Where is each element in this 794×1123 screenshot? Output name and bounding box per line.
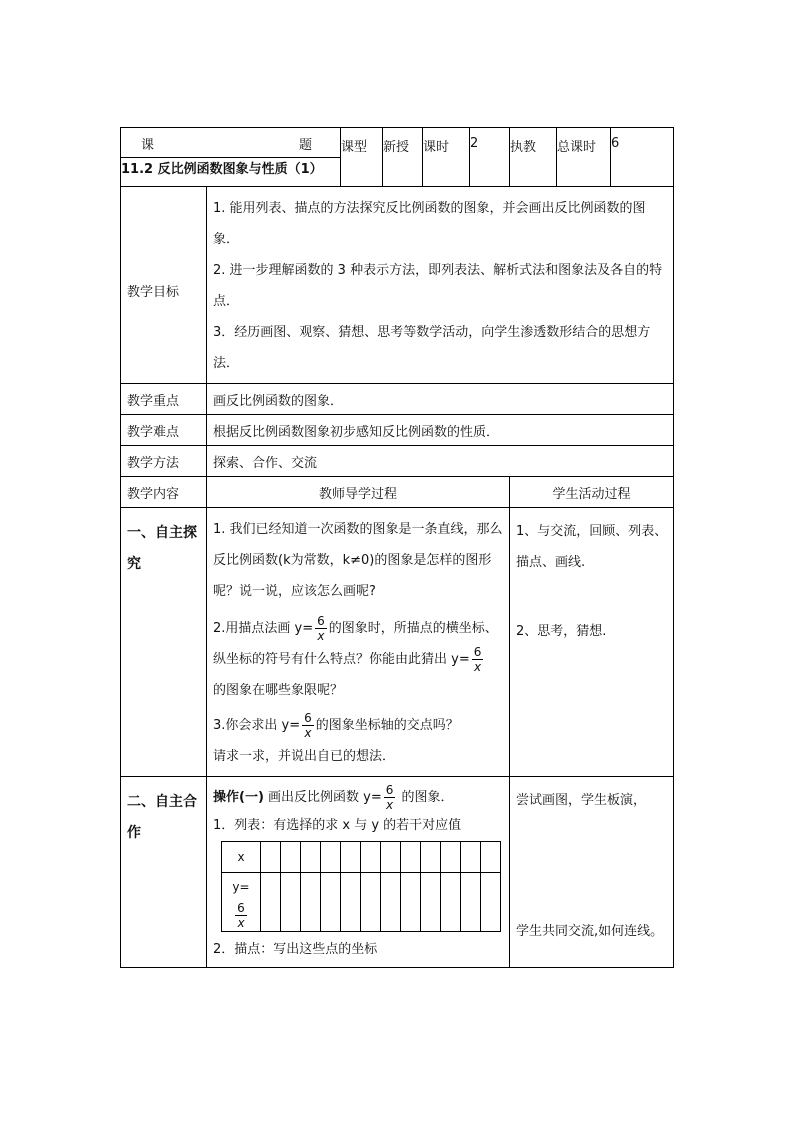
section1-student-activity-2: 2、思考，猜想.: [516, 624, 607, 639]
fraction-denominator: x: [473, 660, 482, 674]
objective-item: 3．经历画图、观察、猜想、思考等数学活动，向学生渗透数形结合的思想方法．: [213, 325, 651, 371]
student-process-header: 学生活动过程: [510, 477, 674, 508]
x-label: x: [222, 842, 261, 873]
section1-teacher-cell: [207, 508, 510, 777]
difficulty-text: 根据反比例函数图象初步感知反比例函数的性质．: [207, 415, 674, 446]
section1-question-2: [213, 613, 503, 706]
q2-text-c: 的图象在哪些象限呢？: [213, 683, 344, 698]
section2-student-cell: [510, 777, 674, 968]
lesson-title: 11.2 反比例函数图象与性质（1）: [121, 158, 341, 187]
topic-header-cell: [121, 128, 341, 158]
fraction-6-over-x: [235, 901, 247, 930]
content-label: 教学内容: [121, 477, 207, 508]
objective-item: 2. 进一步理解函数的 3 种表示方法，即列表法、解析式法和图象法及各自的特点．: [213, 263, 663, 309]
fraction-numerator: 6: [473, 645, 482, 659]
fraction-denominator: x: [304, 726, 312, 740]
fraction-6-over-x: [472, 645, 484, 674]
topic-label-ke: 课: [141, 138, 155, 153]
operation-text-b: 的图象．: [397, 790, 454, 805]
topic-label-ti: 题: [298, 138, 312, 153]
step-1: 1．列表：有选择的求 x 与 y 的若干对应值: [213, 818, 462, 833]
q2-text-a: 2.用描点法画 y=: [213, 621, 314, 636]
fraction-numerator: 6: [385, 783, 394, 797]
fraction-6-over-x: [315, 614, 327, 643]
teacher-label: 执教: [510, 128, 557, 187]
fraction-numerator: 6: [304, 711, 312, 725]
difficulty-label: 教学难点: [121, 415, 207, 446]
operation-title: 操作(一): [213, 790, 264, 805]
hours-label: 课时: [423, 128, 470, 187]
y-label: y= $\frac{6}{x}$: [222, 873, 261, 932]
section1-question-1: 1. 我们已经知道一次函数的图象是一条直线，那么反比例函数(k为常数，k≠0)的图象是怎样的图形呢？说一说，应该怎么画呢?: [213, 522, 503, 599]
fraction-denominator: x: [237, 916, 245, 930]
objective-item: 1. 能用列表、描点的方法探究反比例函数的图象，并会画出反比例函数的图象．: [213, 201, 646, 247]
section2-teacher-cell: [207, 777, 510, 968]
q3-text-b: 的图象坐标轴的交点吗？: [315, 718, 459, 733]
method-label: 教学方法: [121, 446, 207, 477]
hours-value: 2: [470, 128, 510, 187]
step-2: 2．描点：写出这些点的坐标: [213, 942, 378, 957]
section1-question-3: [213, 710, 503, 741]
key-point-text: 画反比例函数的图象．: [207, 384, 674, 415]
method-text: 探索、合作、交流: [207, 446, 674, 477]
type-label: 课型: [341, 128, 383, 187]
section1-note: 请求一求，并说出自已的想法．: [213, 749, 396, 764]
fraction-6-over-x: [302, 711, 314, 740]
fraction-denominator: x: [317, 629, 325, 643]
q2-text-b: 的图象时，所描点的横坐标、纵坐标的符号有什么特点？你能由此猜出 y=: [213, 621, 498, 667]
teacher-process-header: 教师导学过程: [207, 477, 510, 508]
lesson-plan: [120, 127, 673, 968]
total-hours-label: 总课时: [557, 128, 611, 187]
lesson-plan-table: [120, 127, 674, 968]
type-value: 新授: [383, 128, 423, 187]
objectives-cell: [207, 187, 674, 384]
section1-student-activity-1: 1、与交流，回顾、列表、描点、画线.: [516, 524, 668, 570]
key-point-label: 教学重点: [121, 384, 207, 415]
fraction-denominator: x: [386, 798, 394, 812]
operation-text-a: 画出反比例函数 y=: [268, 790, 382, 805]
value-table: [221, 841, 501, 932]
section2-student-activity-1: 尝试画图，学生板演，: [516, 793, 647, 808]
fraction-numerator: 6: [237, 901, 245, 915]
q3-text-a: 3.你会求出 y=: [213, 718, 301, 733]
total-hours-value: 6: [611, 128, 674, 187]
section2-student-activity-2: 学生共同交流,如何连线。: [516, 924, 664, 939]
fraction-6-over-x: [384, 783, 396, 812]
operation-line: [213, 783, 503, 812]
section1-student-cell: [510, 508, 674, 777]
section1-label: 一、自主探究: [121, 508, 207, 777]
fraction-numerator: 6: [317, 614, 325, 628]
objectives-label: 教学目标: [121, 187, 207, 384]
section2-label: 二、自主合作: [121, 777, 207, 968]
